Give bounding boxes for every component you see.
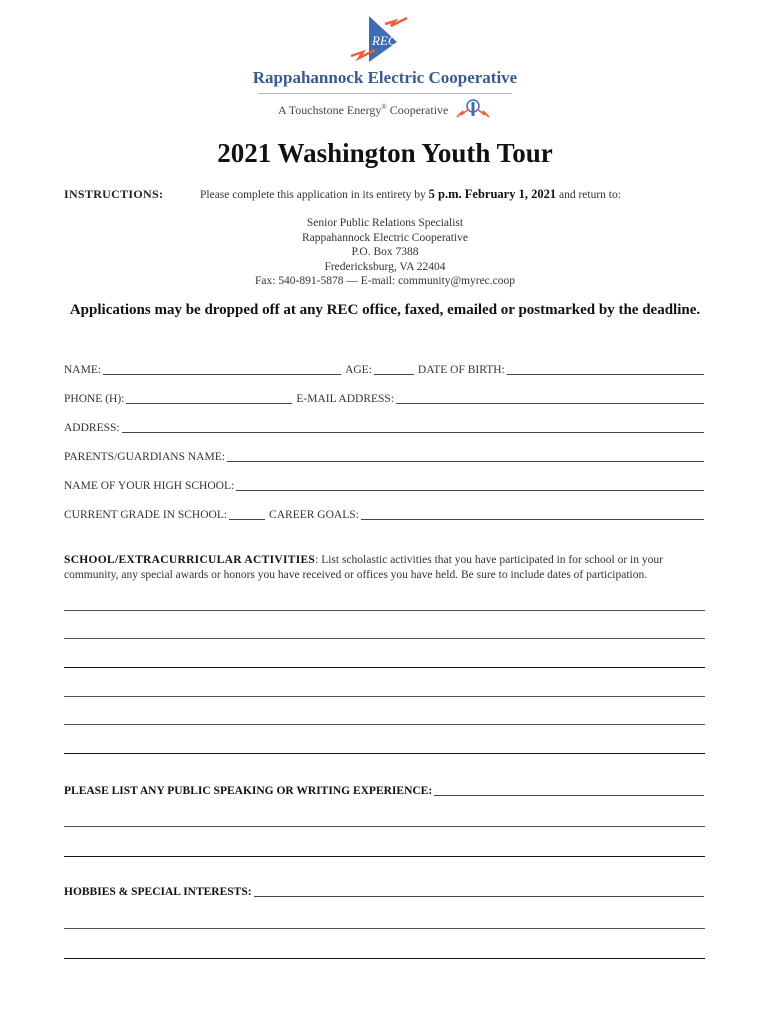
activities-line[interactable] bbox=[64, 753, 705, 754]
speaking-heading: PLEASE LIST ANY PUBLIC SPEAKING OR WRITING EXPERIENCE: bbox=[64, 785, 433, 797]
hobbies-field[interactable] bbox=[254, 886, 704, 897]
address-label: ADDRESS: bbox=[64, 422, 120, 434]
phone-label: PHONE (H): bbox=[64, 393, 125, 405]
parents-field[interactable] bbox=[227, 451, 704, 462]
activities-line[interactable] bbox=[64, 724, 705, 725]
hobbies-line[interactable] bbox=[64, 928, 705, 929]
tagline-prefix: A Touchstone Energy bbox=[278, 103, 382, 117]
row-parents bbox=[64, 451, 704, 463]
email-label: E-MAIL ADDRESS: bbox=[296, 393, 395, 405]
email-field[interactable] bbox=[396, 393, 704, 404]
dob-field[interactable] bbox=[507, 364, 704, 375]
activities-line[interactable] bbox=[64, 638, 705, 639]
dob-label: DATE OF BIRTH: bbox=[417, 364, 505, 376]
activities-section bbox=[64, 553, 704, 583]
row-grade-career bbox=[64, 509, 704, 521]
career-field[interactable] bbox=[361, 509, 704, 520]
tagline bbox=[278, 103, 448, 118]
grade-label: CURRENT GRADE IN SCHOOL: bbox=[64, 509, 228, 521]
speaking-field[interactable] bbox=[434, 785, 704, 796]
high-school-label: NAME OF YOUR HIGH SCHOOL: bbox=[64, 480, 235, 492]
age-label: AGE: bbox=[345, 364, 372, 376]
address-field[interactable] bbox=[122, 422, 704, 433]
activities-line[interactable] bbox=[64, 667, 705, 668]
speaking-line[interactable] bbox=[64, 826, 705, 827]
activities-line[interactable] bbox=[64, 696, 705, 697]
career-label: CAREER GOALS: bbox=[269, 509, 359, 521]
registered-mark: ® bbox=[381, 103, 387, 111]
hobbies-line[interactable] bbox=[64, 958, 705, 959]
instructions-label: INSTRUCTIONS: bbox=[64, 187, 164, 201]
deadline: 5 p.m. February 1, 2021 bbox=[428, 187, 557, 201]
tagline-suffix: Cooperative bbox=[386, 103, 449, 117]
activities-line[interactable] bbox=[64, 610, 705, 611]
page-title: 2021 Washington Youth Tour bbox=[217, 138, 553, 168]
phone-field[interactable] bbox=[126, 393, 292, 404]
hobbies-heading: HOBBIES & SPECIAL INTERESTS: bbox=[64, 886, 252, 898]
speaking-line[interactable] bbox=[64, 856, 705, 857]
parents-label: PARENTS/GUARDIANS NAME: bbox=[64, 451, 225, 463]
name-label: NAME: bbox=[64, 364, 102, 376]
address-line: P.O. Box 7388 bbox=[351, 246, 419, 258]
rec-logo-text: REC bbox=[372, 33, 397, 48]
dropoff-notice: Applications may be dropped off at any REC office, faxed, emailed or postmarked by the deadline. bbox=[69, 302, 701, 318]
activities-text: : List scholastic activities that you have participated in for school or in your community, any special awards or honors you have received or offices you have held. Be sure to include dates of participation. bbox=[64, 554, 663, 581]
row-phone-email bbox=[64, 393, 704, 405]
grade-field[interactable] bbox=[229, 509, 265, 520]
activities-heading: SCHOOL/EXTRACURRICULAR ACTIVITIES bbox=[64, 554, 316, 566]
address-line: Rappahannock Electric Cooperative bbox=[301, 231, 469, 244]
name-field[interactable] bbox=[103, 364, 341, 375]
header-divider bbox=[258, 93, 512, 94]
row-hobbies bbox=[64, 886, 704, 898]
high-school-field[interactable] bbox=[236, 480, 704, 491]
age-field[interactable] bbox=[374, 364, 414, 375]
address-line: Fredericksburg, VA 22404 bbox=[324, 260, 446, 273]
address-line: Senior Public Relations Specialist bbox=[306, 217, 464, 229]
instructions-text bbox=[200, 187, 621, 202]
row-high-school bbox=[64, 480, 704, 492]
row-name-age-dob bbox=[64, 364, 704, 376]
rec-logo-icon bbox=[345, 12, 415, 66]
return-address bbox=[0, 216, 770, 289]
instructions-text-after: and return to: bbox=[556, 189, 621, 201]
instructions-text-before: Please complete this application in its entirety by bbox=[200, 189, 429, 201]
row-speaking bbox=[64, 785, 704, 797]
touchstone-energy-icon bbox=[455, 99, 491, 121]
address-line: Fax: 540-891-5878 — E-mail: community@myrec.coop bbox=[254, 275, 516, 287]
row-address bbox=[64, 422, 704, 434]
org-name: Rappahannock Electric Cooperative bbox=[252, 68, 518, 87]
